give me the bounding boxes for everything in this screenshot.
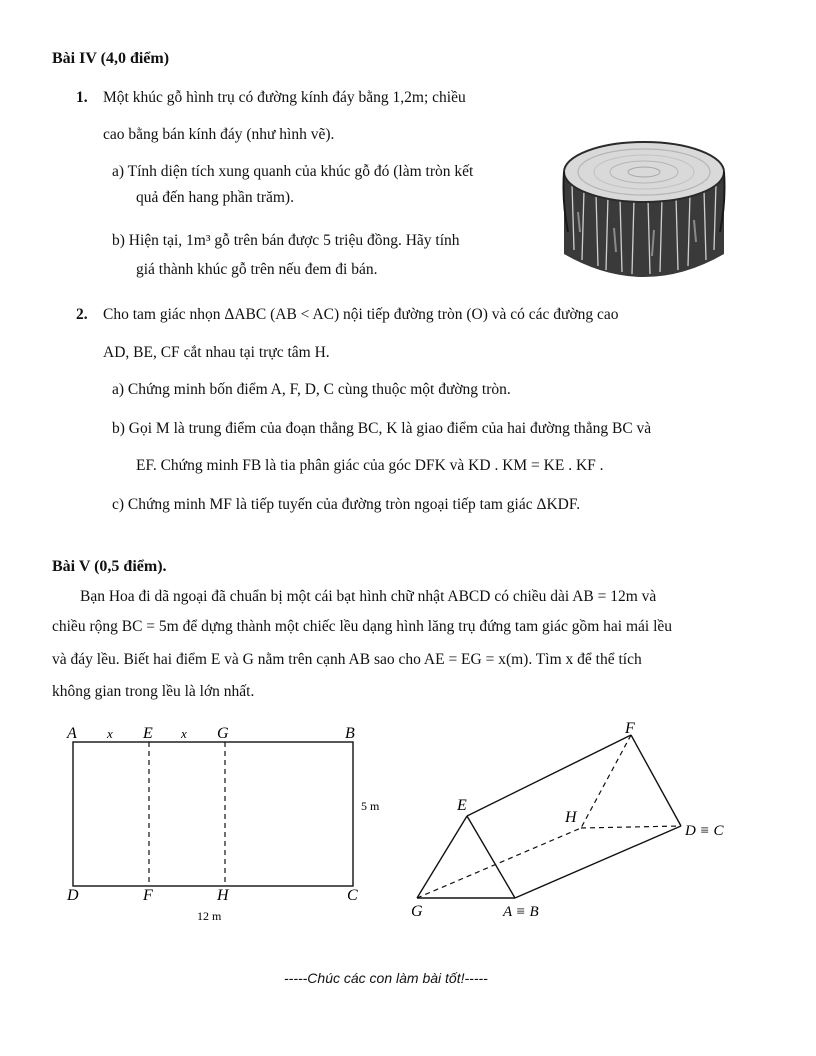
label-prism-H: H (565, 809, 577, 826)
bai4-title: Bài IV (4,0 điểm) (52, 50, 170, 67)
q1-part-b-line2: giá thành khúc gỗ trên nếu đem đi bán. (136, 261, 378, 278)
bai5-line3: và đáy lều. Biết hai điểm E và G nằm trên cạnh AB sao cho AE = EG = x(m). Tìm x để thể tích (52, 651, 642, 668)
q2-line1: Cho tam giác nhọn ΔABC (AB < AC) nội tiếp đường tròn (O) và có các đường cao (103, 306, 619, 323)
q1-part-a-line2: quả đến hang phần trăm). (136, 189, 294, 206)
q1-number: 1. (76, 89, 88, 106)
label-G: G (217, 725, 229, 742)
label-x2: x (181, 726, 187, 741)
label-prism-F: F (625, 720, 635, 737)
q1-line2: cao bằng bán kính đáy (như hình vẽ). (103, 126, 335, 143)
q1-part-a-line1: a) Tính diện tích xung quanh của khúc gỗ đó (làm tròn kết (112, 163, 474, 180)
q2-part-b-line1: b) Gọi M là trung điểm của đoạn thẳng BC, K là giao điểm của hai đường thẳng BC và (112, 420, 652, 437)
label-D: D (67, 887, 79, 904)
label-prism-DC: D ≡ C (685, 823, 724, 839)
q2-part-a: a) Chứng minh bốn điểm A, F, D, C cùng thuộc một đường tròn. (112, 381, 511, 398)
label-C: C (347, 887, 358, 904)
rectangle-abcd-figure (55, 718, 395, 928)
label-x1: x (107, 726, 113, 741)
tent-prism-figure (405, 718, 745, 928)
bai5-line2: chiều rộng BC = 5m để dựng thành một chiếc lều dạng hình lăng trụ đứng tam giác gồm hai mái lều (52, 618, 673, 635)
label-F: F (143, 887, 153, 904)
q1-line1: Một khúc gỗ hình trụ có đường kính đáy bằng 1,2m; chiều (103, 89, 466, 106)
bai5-line1: Bạn Hoa đi dã ngoại đã chuẩn bị một cái bạt hình chữ nhật ABCD có chiều dài AB = 12m và (80, 588, 657, 605)
bai5-line4: không gian trong lều là lớn nhất. (52, 683, 255, 700)
bai5-title: Bài V (0,5 điểm). (52, 558, 167, 575)
label-H: H (217, 887, 229, 904)
q2-number: 2. (76, 306, 88, 323)
label-side-length: 5 m (361, 799, 380, 813)
label-A: A (67, 725, 77, 742)
label-B: B (345, 725, 355, 742)
footer-message: -----Chúc các con làm bài tốt!----- (284, 970, 488, 986)
label-prism-G: G (411, 903, 423, 920)
q2-part-b-line2: EF. Chứng minh FB là tia phân giác của góc DFK và KD . KM = KE . KF . (136, 457, 604, 474)
q2-line2: AD, BE, CF cắt nhau tại trực tâm H. (103, 344, 330, 361)
q2-part-c: c) Chứng minh MF là tiếp tuyến của đường tròn ngoại tiếp tam giác ΔKDF. (112, 496, 581, 513)
label-prism-AB: A ≡ B (503, 904, 539, 920)
label-prism-E: E (457, 797, 467, 814)
label-bottom-length: 12 m (197, 909, 222, 923)
q1-part-b-line1: b) Hiện tại, 1m³ gỗ trên bán được 5 triệu đồng. Hãy tính (112, 232, 460, 249)
label-E: E (143, 725, 153, 742)
tree-stump-image (558, 132, 730, 292)
